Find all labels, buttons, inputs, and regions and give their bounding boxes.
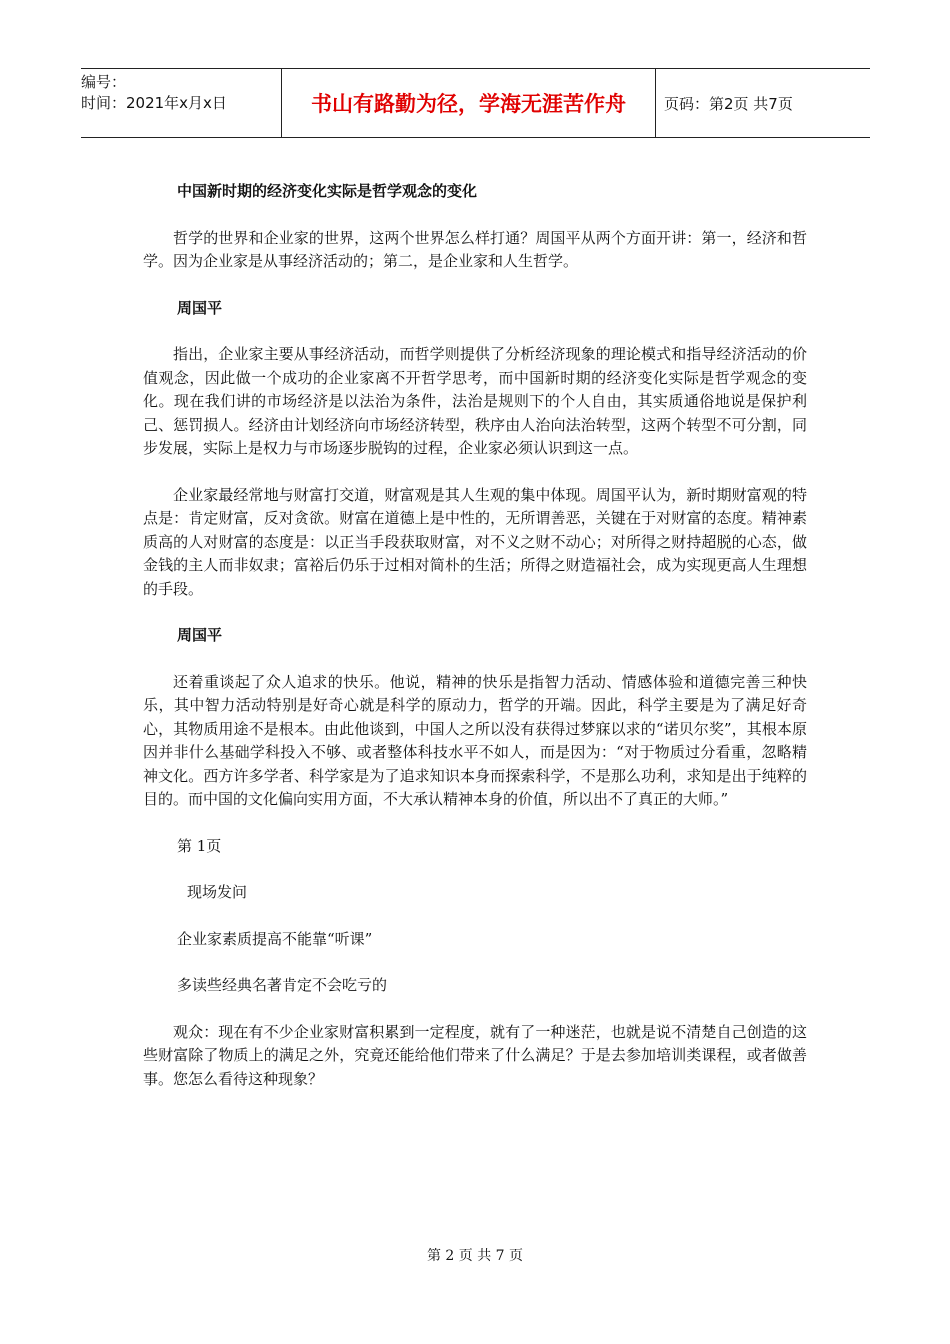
article-title: 中国新时期的经济变化实际是哲学观念的变化 <box>177 182 478 200</box>
article-body <box>143 180 807 1114</box>
subheading: 多读些经典名著肯定不会吃亏的 <box>177 976 388 994</box>
paragraph: 哲学的世界和企业家的世界，这两个世界怎么样打通？周国平从两个方面开讲：第一，经济和哲学。因为企业家是从事经济活动的；第二，是企业家和人生哲学。 <box>143 228 807 270</box>
page-footer: 第 2 页 共 7 页 <box>426 1248 524 1264</box>
subheading: 企业家素质提高不能靠“听课” <box>177 929 373 948</box>
document-number: 编号： <box>81 73 127 91</box>
section-heading: 周国平 <box>177 626 223 644</box>
page-header <box>81 68 870 138</box>
paragraph: 还着重谈起了众人追求的快乐。他说，精神的快乐是指智力活动、情感体验和道德完善三种快乐，其中智力活动特别是好奇心就是科学的原动力，哲学的开端。因此，科学主要是为了满足好奇心，其物质用途不是根本。由此他谈到，中国人之所以没有获得过梦寐以求的“诺贝尔奖”，其根本原因并非什么基础学科投入不够、或者整体科技水平不如人，而是因为：“对于物质过分看重，忽略精神文化。西方许多学者、科学家是为了追求知识本身而探索科学，不是那么功利，求知是出于纯粹的目的。而中国的文化偏向实用方面，不大承认精神本身的价值，所以出不了真正的大师。” <box>143 672 807 808</box>
header-motto: 书山有路勤为径，学海无涯苦作舟 <box>282 69 656 137</box>
paragraph: 指出，企业家主要从事经济活动，而哲学则提供了分析经济现象的理论模式和指导经济活动的价值观念，因此做一个成功的企业家离不开哲学思考，而中国新时期的经济变化实际是哲学观念的变化。现在我们讲的市场经济是以法治为条件，法治是规则下的个人自由，其实质通俗地说是保护利己、惩罚损人。经济由计划经济向市场经济转型，秩序由人治向法治转型，这两个转型不可分割，同步发展，实际上是权力与市场逐步脱钩的过程，企业家必须认识到这一点。 <box>143 345 807 457</box>
header-page-info: 页码：第2页 共7页 <box>664 94 793 113</box>
header-meta <box>81 69 282 137</box>
document-date: 时间：2021年x月x日 <box>81 94 227 112</box>
paragraph: 企业家最经常地与财富打交道，财富观是其人生观的集中体现。周国平认为，新时期财富观的特点是：肯定财富，反对贪欲。财富在道德上是中性的，无所谓善恶，关键在于对财富的态度。精神素质高的人对财富的态度是：以正当手段获取财富，对不义之财不动心；对所得之财持超脱的心态，做金钱的主人而非奴隶；富裕后仍乐于过相对简朴的生活；所得之财造福社会，成为实现更高人生理想的手段。 <box>143 485 807 598</box>
page-marker: 第 1页 <box>177 836 222 855</box>
section-heading: 现场发问 <box>187 883 248 901</box>
paragraph: 观众：现在有不少企业家财富积累到一定程度，就有了一种迷茫，也就是说不清楚自己创造的这些财富除了物质上的满足之外，究竟还能给他们带来了什么满足？于是去参加培训类课程，或者做善事。您怎么看待这种现象？ <box>143 1022 807 1088</box>
section-heading: 周国平 <box>177 298 223 317</box>
